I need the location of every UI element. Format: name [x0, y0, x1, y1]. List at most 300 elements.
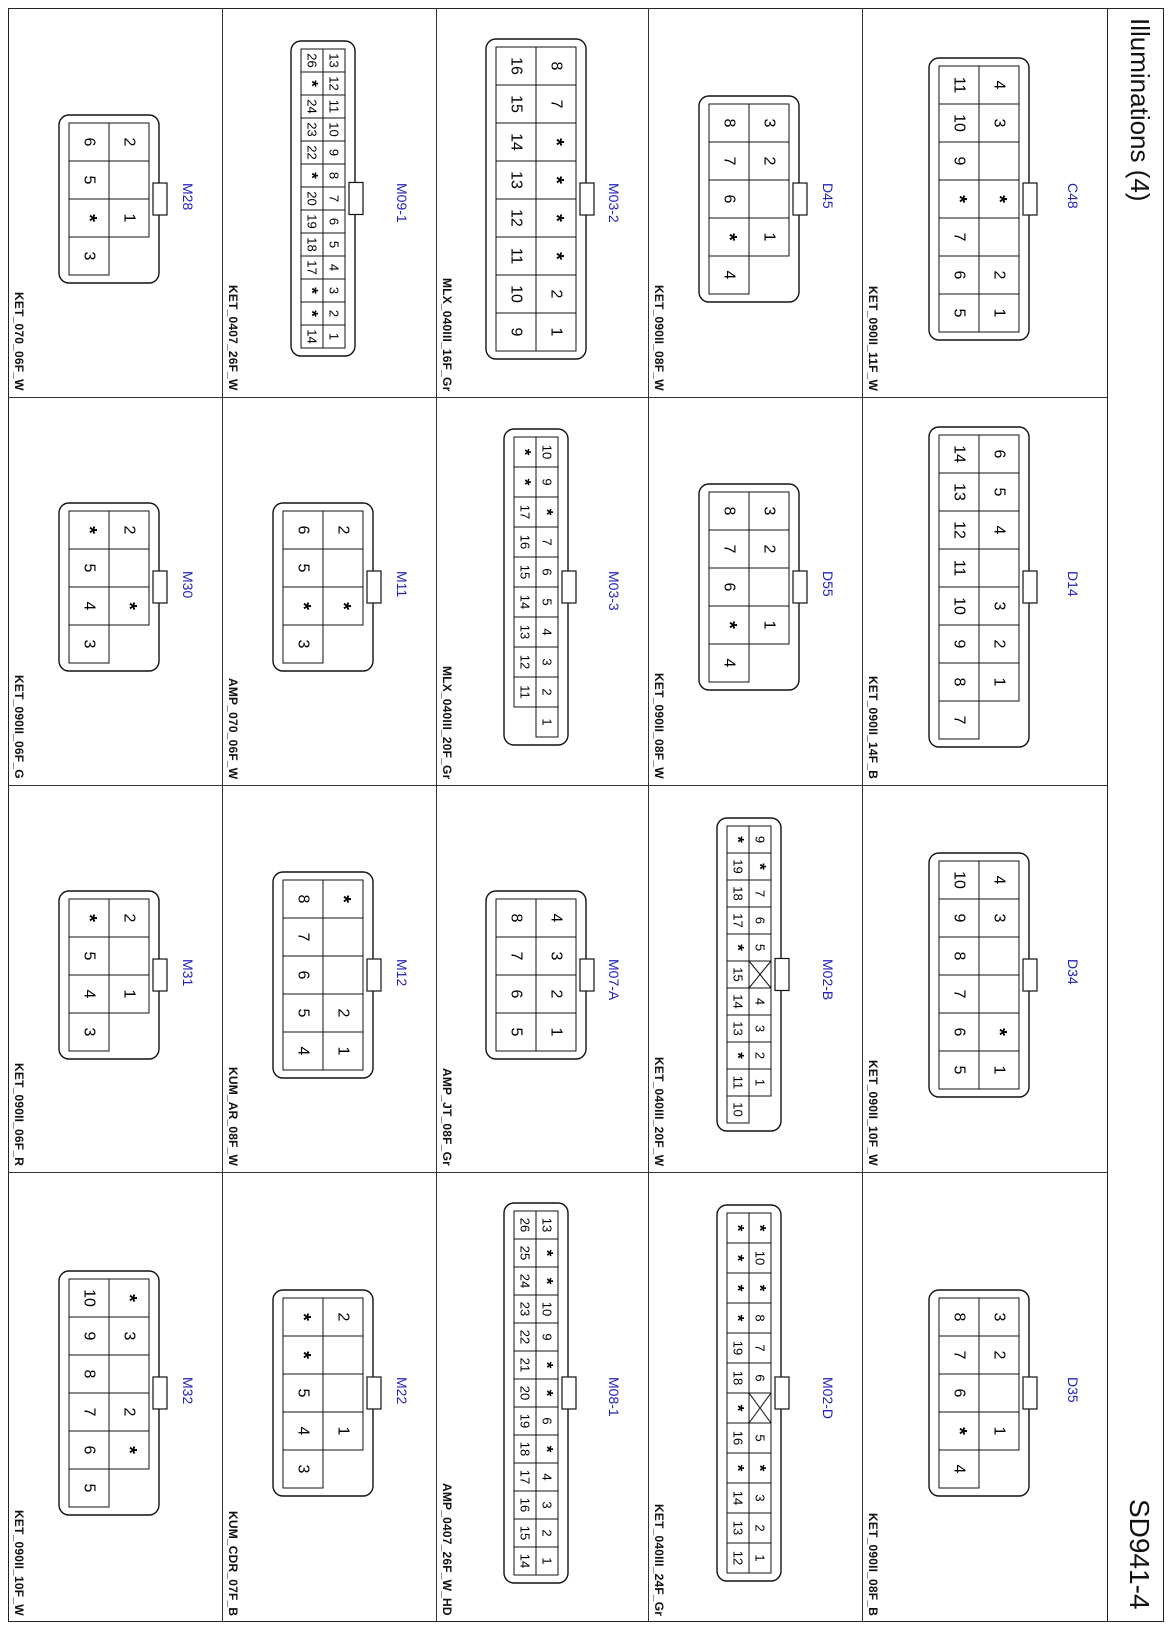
connector-part-number: KET_090II_10F_W	[866, 1060, 880, 1166]
pin-number: 24	[304, 99, 320, 114]
pin-number: 5	[752, 1434, 768, 1442]
pin-number: 5	[294, 563, 312, 573]
pin-number: 3	[539, 1501, 555, 1509]
pin-number: 6	[80, 1445, 98, 1455]
pin-number: 8	[294, 894, 312, 904]
pin-number: 16	[730, 1430, 746, 1446]
pin-number: 15	[507, 95, 525, 113]
pin-cavity	[979, 218, 1019, 256]
pin-number: 6	[507, 989, 525, 999]
pin-number: 24	[517, 1273, 533, 1289]
connector-drawing	[49, 491, 169, 683]
connector-cell	[862, 1172, 1107, 1622]
connector-cell	[648, 397, 862, 785]
connector-latch	[1023, 183, 1037, 215]
pin-unused-mark: *	[78, 914, 100, 922]
connector-cell	[648, 1172, 862, 1622]
pin-number: 1	[547, 327, 565, 337]
pin-number: 7	[752, 889, 768, 898]
pin-number: 26	[304, 53, 320, 68]
pin-number: 2	[334, 1008, 352, 1018]
pin-number: 5	[752, 943, 768, 952]
pin-number: 13	[950, 483, 968, 501]
pin-unused-mark: *	[750, 1464, 770, 1472]
connector-latch	[153, 571, 167, 603]
connector-drawing	[689, 472, 809, 702]
pin-number: 6	[990, 449, 1008, 459]
pin-number: 13	[326, 53, 342, 68]
pin-unused-mark: *	[118, 602, 140, 610]
pin-number: 9	[950, 913, 968, 923]
connector-cell	[8, 1172, 222, 1622]
pin-number: 4	[720, 658, 738, 668]
pin-number: 2	[990, 639, 1008, 649]
pin-number: 5	[990, 487, 1008, 497]
pin-number: 15	[730, 967, 746, 982]
pin-number: 3	[760, 506, 778, 516]
pin-number: 4	[547, 913, 565, 923]
connector-id: D55	[820, 571, 836, 597]
pin-number: 3	[990, 601, 1008, 611]
pin-number: 16	[517, 1497, 533, 1513]
pin-unused-mark: *	[292, 1313, 314, 1321]
pin-cavity	[979, 142, 1019, 180]
pin-number: 4	[80, 601, 98, 611]
connector-id: D14	[1065, 571, 1081, 597]
pin-number: 7	[752, 1344, 768, 1352]
pin-number: 8	[547, 61, 565, 71]
pin-number: 11	[507, 247, 525, 265]
pin-number: 20	[517, 1385, 533, 1401]
pin-cavity	[979, 937, 1019, 975]
connector-latch	[367, 1377, 381, 1409]
pin-number: 11	[517, 685, 533, 699]
pin-number: 11	[950, 559, 968, 577]
pin-unused-mark: *	[537, 1277, 557, 1285]
connector-cell	[8, 397, 222, 785]
pin-number: 10	[950, 597, 968, 615]
pin-number: 2	[760, 544, 778, 554]
connector-cell	[436, 397, 648, 785]
pin-unused-mark: *	[537, 1445, 557, 1453]
pin-number: 3	[990, 913, 1008, 923]
connector-drawing	[919, 46, 1039, 352]
pin-number: 3	[990, 1312, 1008, 1322]
pin-unused-mark: *	[728, 1404, 748, 1412]
pin-number: 19	[304, 214, 320, 229]
pin-number: 6	[752, 916, 768, 925]
pin-number: 2	[760, 156, 778, 166]
pin-number: 7	[950, 232, 968, 242]
pin-number: 3	[539, 658, 555, 666]
pin-number: 2	[547, 989, 565, 999]
connector-id: M28	[180, 182, 196, 210]
pin-unused-mark: *	[118, 1294, 140, 1302]
connector-cell	[222, 397, 436, 785]
pin-cavity	[979, 549, 1019, 587]
pin-number: 8	[752, 1314, 768, 1322]
pin-number: 7	[326, 194, 342, 203]
pin-cavity	[323, 1336, 363, 1374]
connector-drawing	[689, 84, 809, 314]
pin-unused-mark: *	[332, 602, 354, 610]
pin-number: 1	[334, 1426, 352, 1436]
pin-cavity	[749, 568, 789, 606]
pin-unused-mark: *	[728, 944, 748, 951]
pin-number: 2	[334, 525, 352, 535]
pin-unused-mark: *	[537, 1249, 557, 1257]
pin-cavity	[323, 918, 363, 956]
pin-unused-mark: *	[718, 621, 740, 629]
pin-unused-mark: *	[948, 1427, 970, 1435]
connector-drawing	[494, 417, 578, 757]
pin-unused-mark: *	[988, 195, 1010, 203]
pin-number: 6	[80, 137, 98, 147]
connector-cell	[862, 785, 1107, 1172]
connector-cell	[862, 397, 1107, 785]
pin-unused-mark: *	[515, 448, 535, 456]
pin-number: 11	[950, 76, 968, 94]
pin-number: 3	[547, 951, 565, 961]
pin-unused-mark: *	[728, 836, 748, 843]
connector-id: C48	[1065, 182, 1081, 209]
connector-latch	[580, 183, 594, 215]
connector-part-number: AMP_0407_26F_W_HD	[440, 1483, 454, 1616]
pin-unused-mark: *	[118, 1446, 140, 1454]
pin-number: 13	[730, 1520, 746, 1536]
pin-number: 10	[752, 1250, 768, 1266]
connector-latch	[775, 1377, 789, 1409]
pin-number: 12	[326, 76, 342, 91]
connector-id: M32	[180, 1377, 196, 1405]
pin-number: 6	[294, 525, 312, 535]
pin-number: 6	[950, 270, 968, 280]
connector-drawing	[707, 806, 791, 1143]
pin-unused-mark: *	[728, 1464, 748, 1472]
pin-number: 8	[80, 1369, 98, 1379]
pin-number: 9	[326, 148, 342, 157]
connector-cell	[648, 785, 862, 1172]
pin-number: 3	[760, 118, 778, 128]
pin-number: 10	[730, 1102, 746, 1117]
connector-drawing	[49, 879, 169, 1071]
pin-number: 1	[120, 989, 138, 999]
pin-number: 3	[80, 251, 98, 261]
connector-part-number: KET_090II_06F_G	[12, 675, 26, 779]
pin-number: 16	[507, 57, 525, 75]
pin-number: 7	[950, 1350, 968, 1360]
pin-number: 5	[80, 563, 98, 573]
pin-number: 2	[990, 1350, 1008, 1360]
pin-number: 13	[517, 624, 533, 640]
connector-id: D34	[1065, 958, 1081, 985]
pin-number: 13	[539, 1217, 555, 1233]
pin-unused-mark: *	[78, 526, 100, 534]
connector-cell	[8, 8, 222, 397]
pin-number: 2	[120, 1407, 138, 1417]
pin-cavity	[979, 1374, 1019, 1412]
pin-number: 18	[730, 886, 746, 901]
pin-number: 7	[720, 156, 738, 166]
pin-number: 10	[507, 285, 525, 303]
connector-id: M07-A	[606, 958, 622, 1000]
connector-part-number: KET_090II_08F_B	[866, 1512, 880, 1616]
pin-number: 10	[950, 114, 968, 132]
pin-number: 6	[326, 217, 342, 226]
pin-number: 5	[950, 1065, 968, 1075]
pin-number: 6	[294, 970, 312, 980]
pin-cavity	[749, 180, 789, 218]
connector-cell	[436, 8, 648, 397]
pin-number: 8	[720, 118, 738, 128]
connector-drawing	[263, 860, 383, 1090]
pin-number: 3	[294, 1464, 312, 1474]
pin-number: 18	[304, 237, 320, 252]
pin-number: 3	[990, 118, 1008, 128]
connector-cell	[8, 785, 222, 1172]
pin-number: 1	[760, 232, 778, 242]
pin-number: 8	[720, 506, 738, 516]
pin-number: 1	[547, 1027, 565, 1037]
connector-latch	[1023, 959, 1037, 991]
pin-cavity	[109, 1355, 149, 1393]
pin-number: 10	[80, 1289, 98, 1307]
connector-id: D45	[820, 182, 836, 209]
pin-number: 17	[517, 1469, 533, 1485]
pin-number: 21	[517, 1357, 533, 1373]
pin-number: 23	[304, 122, 320, 137]
pin-number: 3	[752, 1494, 768, 1502]
pin-number: 2	[334, 1312, 352, 1322]
pin-number: 19	[730, 1340, 746, 1356]
pin-number: 23	[517, 1301, 533, 1317]
pin-number: 5	[294, 1008, 312, 1018]
connector-drawing	[919, 1278, 1039, 1508]
connector-latch	[153, 959, 167, 991]
pin-number: 12	[730, 1550, 746, 1566]
pin-number: 5	[80, 951, 98, 961]
pin-unused-mark: *	[750, 1284, 770, 1292]
connector-part-number: KET_090II_08F_W	[652, 285, 666, 391]
pin-number: 25	[517, 1245, 533, 1261]
pin-number: 11	[326, 99, 342, 114]
pin-number: 17	[304, 260, 320, 275]
pin-number: 1	[752, 1078, 768, 1087]
pin-unused-mark: *	[515, 478, 535, 486]
pin-number: 10	[539, 444, 555, 460]
pin-cavity	[323, 956, 363, 994]
pin-number: 14	[730, 994, 746, 1009]
pin-cavity	[109, 549, 149, 587]
connector-part-number: KET_090II_06F_R	[12, 1062, 26, 1166]
pin-number: 1	[334, 1046, 352, 1056]
pin-number: 1	[326, 332, 342, 341]
connector-latch	[367, 571, 381, 603]
pin-cavity	[323, 1374, 363, 1412]
pin-number: 17	[517, 504, 533, 520]
pin-number: 4	[950, 1464, 968, 1474]
connector-drawing	[263, 1278, 383, 1508]
pin-number: 8	[950, 1312, 968, 1322]
pin-number: 4	[752, 997, 768, 1006]
pin-number: 8	[507, 913, 525, 923]
connector-id: M22	[394, 1377, 410, 1405]
connector-drawing	[49, 103, 169, 295]
pin-number: 3	[80, 639, 98, 649]
pin-cavity	[109, 161, 149, 199]
connector-id: M31	[180, 958, 196, 986]
pin-unused-mark: *	[292, 1351, 314, 1359]
pin-number: 18	[730, 1370, 746, 1386]
pin-number: 6	[539, 568, 555, 576]
connector-drawing	[281, 29, 365, 368]
pin-unused-mark: *	[302, 172, 322, 179]
connector-id: M11	[394, 571, 410, 598]
connector-id: M02-B	[820, 958, 836, 1000]
connector-id: M02-D	[820, 1377, 836, 1420]
pin-unused-mark: *	[545, 252, 567, 260]
pin-number: 1	[760, 620, 778, 630]
pin-number: 4	[720, 270, 738, 280]
pin-number: 2	[547, 289, 565, 299]
pin-number: 12	[507, 209, 525, 227]
pin-number: 15	[517, 1525, 533, 1541]
pin-number: 6	[539, 1417, 555, 1425]
pin-number: 13	[507, 171, 525, 189]
pin-number: 7	[539, 538, 555, 546]
pin-number: 3	[80, 1027, 98, 1037]
pin-number: 5	[294, 1388, 312, 1398]
pin-unused-mark: *	[545, 214, 567, 222]
connector-latch	[153, 1377, 167, 1409]
connector-id: M03-2	[606, 182, 622, 223]
pin-number: 14	[730, 1490, 746, 1506]
pin-number: 1	[990, 1065, 1008, 1075]
pin-number: 4	[294, 1046, 312, 1056]
connector-part-number: KET_090II_14F_B	[866, 675, 880, 779]
connector-part-number: KET_040III_20F_W	[652, 1056, 666, 1166]
pin-unused-mark: *	[292, 602, 314, 610]
pin-number: 9	[80, 1331, 98, 1341]
connector-latch	[775, 959, 789, 991]
pin-number: 1	[752, 1554, 768, 1562]
pin-number: 14	[517, 1553, 533, 1569]
pin-number: 1	[539, 1557, 555, 1565]
connector-cell	[222, 8, 436, 397]
pin-number: 10	[326, 122, 342, 137]
connector-cell	[222, 1172, 436, 1622]
connector-latch	[367, 959, 381, 991]
connector-latch	[1023, 571, 1037, 603]
pin-number: 12	[950, 521, 968, 539]
pin-number: 2	[990, 270, 1008, 280]
connector-id: M12	[394, 958, 410, 986]
pin-number: 14	[517, 594, 533, 610]
pin-number: 7	[547, 99, 565, 109]
connector-latch	[349, 183, 363, 215]
connector-drawing	[919, 415, 1039, 759]
pin-number: 4	[326, 263, 342, 272]
pin-number: 1	[990, 677, 1008, 687]
pin-number: 6	[720, 582, 738, 592]
pin-number: 4	[80, 989, 98, 999]
connector-latch	[562, 1377, 576, 1409]
connector-id: M08-1	[606, 1377, 622, 1417]
page-title: Illuminations (4)	[1125, 18, 1155, 202]
pin-number: 6	[950, 1388, 968, 1398]
pin-number: 1	[539, 718, 555, 726]
pin-number: 7	[950, 989, 968, 999]
pin-number: 5	[80, 1483, 98, 1493]
pin-number: 2	[120, 137, 138, 147]
connector-drawing	[476, 27, 596, 371]
pin-number: 3	[294, 639, 312, 649]
pin-number: 5	[539, 598, 555, 606]
pin-number: 8	[326, 171, 342, 180]
pin-unused-mark: *	[750, 863, 770, 870]
connector-latch	[580, 959, 594, 991]
pin-number: 20	[304, 191, 320, 206]
pin-number: 26	[517, 1217, 533, 1233]
pin-unused-mark: *	[728, 1314, 748, 1322]
connector-part-number: AMP_JT_08F_Gr	[440, 1068, 454, 1166]
connector-part-number: AMP_070_06F_W	[226, 677, 240, 779]
connector-part-number: KET_040III_24F_Gr	[652, 1503, 666, 1616]
pin-number: 4	[990, 80, 1008, 90]
connector-id: M09-1	[394, 182, 410, 223]
pin-number: 14	[304, 329, 320, 344]
pin-number: 22	[304, 145, 320, 160]
pin-number: 1	[990, 1426, 1008, 1436]
connector-drawing	[707, 1193, 791, 1593]
connector-part-number: KUM_AR_08F_W	[226, 1066, 240, 1166]
pin-cavity	[323, 549, 363, 587]
pin-number: 6	[752, 1374, 768, 1382]
pin-number: 2	[326, 309, 342, 318]
connector-part-number: KET_0407_26F_W	[226, 285, 240, 391]
pin-number: 15	[517, 564, 533, 580]
pin-unused-mark: *	[537, 1389, 557, 1397]
pin-number: 7	[720, 544, 738, 554]
pin-number: 6	[950, 1027, 968, 1037]
pin-number: 5	[507, 1027, 525, 1037]
pin-number: 10	[539, 1301, 555, 1317]
pin-number: 7	[80, 1407, 98, 1417]
pin-number: 2	[539, 1529, 555, 1537]
pin-number: 14	[507, 133, 525, 151]
pin-number: 2	[539, 688, 555, 696]
pin-number: 12	[517, 654, 533, 670]
connector-part-number: KET_090II_08F_W	[652, 673, 666, 779]
connector-id: M30	[180, 571, 196, 599]
connector-cell	[862, 8, 1107, 397]
pin-number: 2	[120, 525, 138, 535]
connector-drawing	[494, 1191, 578, 1595]
pin-number: 9	[507, 327, 525, 337]
connector-cell	[436, 1172, 648, 1622]
connector-cell	[436, 785, 648, 1172]
pin-number: 19	[517, 1413, 533, 1429]
pin-number: 16	[517, 534, 533, 550]
pin-number: 9	[950, 639, 968, 649]
connector-part-number: KET_090II_10F_W	[12, 1510, 26, 1616]
pin-number: 4	[539, 628, 555, 636]
pin-unused-mark: *	[750, 1224, 770, 1232]
pin-unused-mark: *	[332, 895, 354, 903]
pin-unused-mark: *	[78, 214, 100, 222]
connector-latch	[793, 571, 807, 603]
pin-unused-mark: *	[988, 1028, 1010, 1036]
